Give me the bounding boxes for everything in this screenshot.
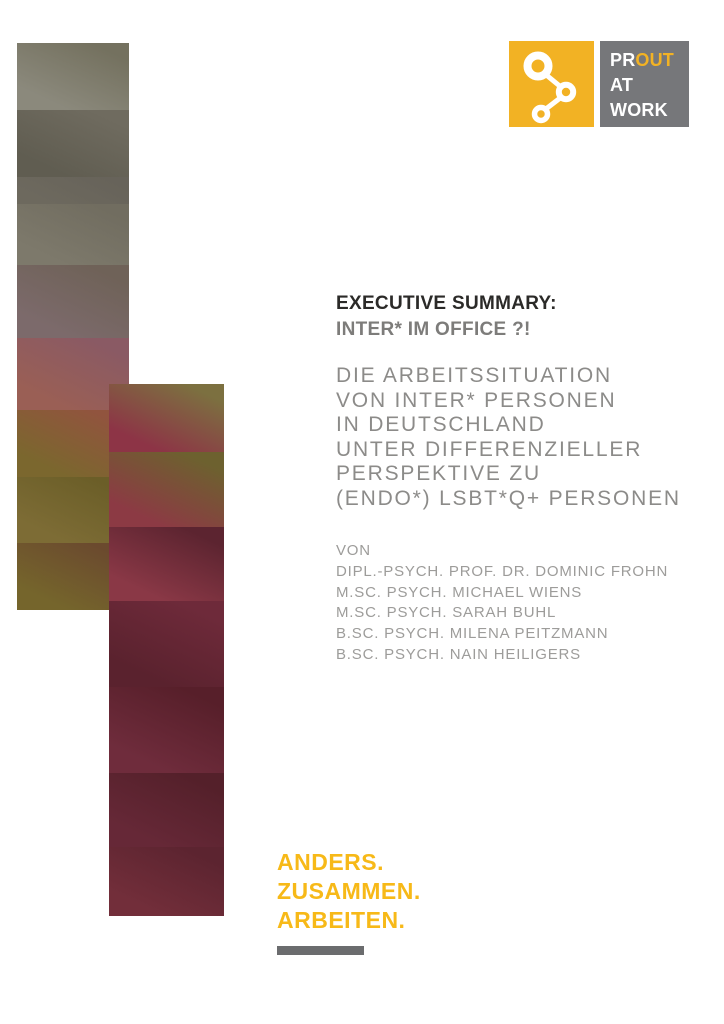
vertical-letter xyxy=(109,601,224,687)
vertical-letter xyxy=(17,204,129,265)
subtitle-line: UNTER DIFFERENZIELLER xyxy=(336,437,643,461)
report-title-line1: EXECUTIVE SUMMARY: xyxy=(336,293,557,314)
vertical-letter xyxy=(17,43,129,110)
subtitle-line: IN DEUTSCHLAND xyxy=(336,413,546,436)
logo-text-box xyxy=(600,41,689,127)
slogan-line: ZUSAMMEN. xyxy=(277,878,421,904)
author-name: DIPL.-PSYCH. PROF. DR. DOMINIC FROHN xyxy=(336,562,669,580)
slogan xyxy=(277,848,421,935)
vertical-letter xyxy=(109,773,224,847)
divider-bar xyxy=(277,946,364,955)
slogan-line: ARBEITEN. xyxy=(277,907,406,933)
subtitle-line: DIE ARBEITSSITUATION xyxy=(336,364,612,387)
vertical-letter xyxy=(17,110,129,177)
vertical-letter xyxy=(109,527,224,601)
vertical-letter xyxy=(17,177,129,205)
slogan-line: ANDERS. xyxy=(277,849,385,875)
vertical-letter xyxy=(109,847,224,916)
logo-line-at: AT xyxy=(610,75,634,95)
logo-line-work: WORK xyxy=(610,100,668,120)
subtitle-line: VON INTER* PERSONEN xyxy=(336,388,617,412)
logo-icon-box xyxy=(509,41,594,127)
authors-intro: VON xyxy=(336,542,371,559)
vertical-word-executive xyxy=(31,42,115,610)
vertical-letter xyxy=(17,265,129,337)
authors-block xyxy=(336,541,668,666)
vertical-letter xyxy=(109,687,224,773)
logo-text-out: OUT xyxy=(635,50,675,70)
prout-at-work-logo xyxy=(509,41,689,127)
author-name: B.SC. PSYCH. MILENA PEITZMANN xyxy=(336,625,609,643)
logo-line-prout xyxy=(610,48,689,73)
subtitle-line: PERSPEKTIVE ZU xyxy=(336,462,541,485)
author-name: B.SC. PSYCH. NAIN HEILIGERS xyxy=(336,645,581,663)
vertical-letter xyxy=(109,384,224,453)
logo-text-pr: PR xyxy=(610,50,636,70)
report-title xyxy=(336,291,557,343)
author-name: M.SC. PSYCH. SARAH BUHL xyxy=(336,604,557,622)
report-title-line2: INTER* IM OFFICE ?! xyxy=(336,319,531,340)
molecule-network-icon xyxy=(509,41,594,127)
vertical-letter xyxy=(109,453,224,527)
author-name: M.SC. PSYCH. MICHAEL WIENS xyxy=(336,583,583,601)
subtitle-line: (ENDO*) LSBT*Q+ PERSONEN xyxy=(336,486,681,510)
report-subtitle xyxy=(336,364,681,511)
vertical-word-summary xyxy=(124,388,210,916)
